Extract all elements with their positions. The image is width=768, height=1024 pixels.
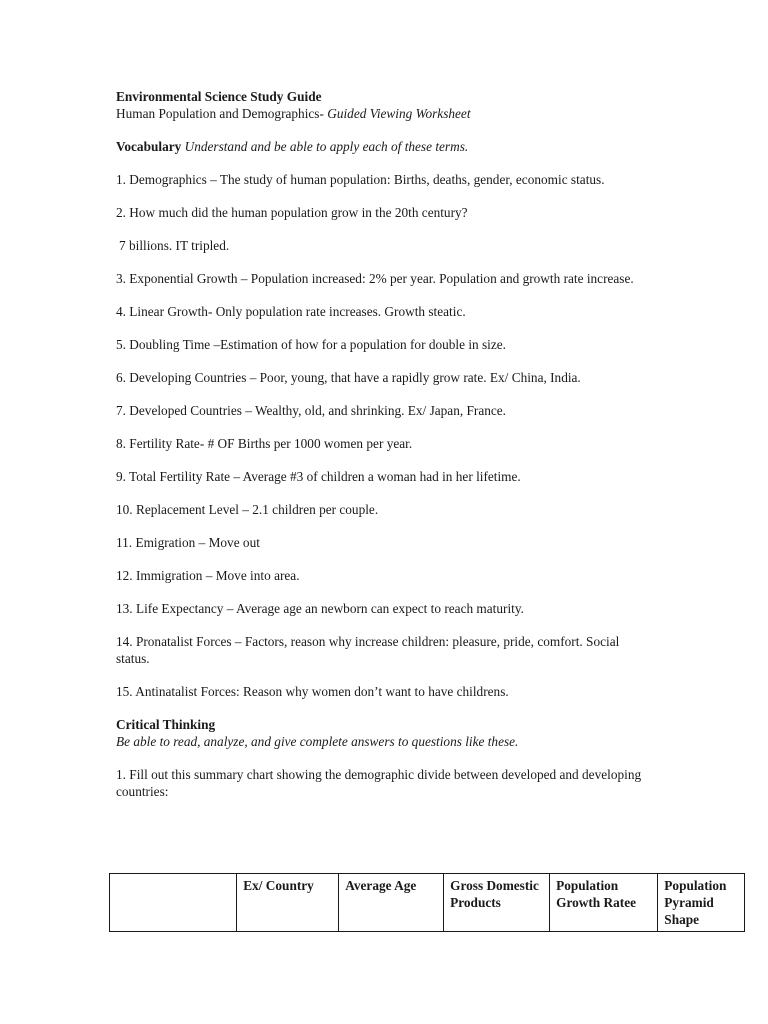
- vocab-item-immigration: 12. Immigration – Move into area.: [116, 568, 300, 583]
- vocab-item-developing-countries: 6. Developing Countries – Poor, young, that have a rapidly grow rate. Ex/ China, India.: [116, 370, 581, 385]
- vocab-item-doubling-time: 5. Doubling Time –Estimation of how for a population for double in size.: [116, 337, 507, 352]
- vocab-item-population-growth-question: 2. How much did the human population grow in the 20th century?: [116, 205, 468, 220]
- critical-thinking-instruction: Be able to read, analyze, and give complete answers to questions like these.: [116, 734, 519, 749]
- subtitle-plain: Human Population and Demographics-: [116, 106, 328, 121]
- table-header-row: [110, 874, 745, 932]
- vocab-item-demographics: 1. Demographics – The study of human population: Births, deaths, gender, economic status.: [116, 172, 605, 187]
- document-title: Environmental Science Study Guide: [116, 89, 322, 104]
- vocab-item-developed-countries: 7. Developed Countries – Wealthy, old, and shrinking. Ex/ Japan, France.: [116, 403, 506, 418]
- vocab-item-linear-growth: 4. Linear Growth- Only population rate increases. Growth steatic.: [116, 304, 466, 319]
- table-header-blank: [110, 874, 237, 932]
- table-header-growth-rate: Population Growth Ratee: [550, 874, 658, 932]
- study-guide-document: [116, 88, 656, 800]
- table-header-gdp: Gross Domestic Products: [444, 874, 550, 932]
- vocab-item-life-expectancy: 13. Life Expectancy – Average age an newborn can expect to reach maturity.: [116, 601, 524, 616]
- vocab-item-replacement-level: 10. Replacement Level – 2.1 children per couple.: [116, 502, 379, 517]
- vocab-item-exponential-growth: 3. Exponential Growth – Population increased: 2% per year. Population and growth rate increase.: [116, 271, 634, 286]
- vocabulary-header: [116, 138, 656, 155]
- vocab-item-fertility-rate: 8. Fertility Rate- # OF Births per 1000 women per year.: [116, 436, 413, 451]
- table-header-pyramid-shape: Population Pyramid Shape: [658, 874, 745, 932]
- vocab-item-emigration: 11. Emigration – Move out: [116, 535, 260, 550]
- critical-thinking-question: 1. Fill out this summary chart showing the demographic divide between developed and developing countries:: [116, 767, 642, 799]
- summary-chart-table: [109, 873, 745, 932]
- vocabulary-instruction: Understand and be able to apply each of these terms.: [181, 139, 469, 154]
- document-subtitle: [116, 105, 656, 122]
- vocabulary-heading: Vocabulary: [116, 139, 182, 154]
- vocab-item-antinatalist-forces: 15. Antinatalist Forces: Reason why women don’t want to have childrens.: [116, 684, 509, 699]
- table-header-average-age: Average Age: [339, 874, 444, 932]
- subtitle-italic: Guided Viewing Worksheet: [327, 106, 471, 121]
- vocab-item-total-fertility-rate: 9. Total Fertility Rate – Average #3 of children a woman had in her lifetime.: [116, 469, 521, 484]
- table-header-country: Ex/ Country: [237, 874, 339, 932]
- vocab-item-pronatalist-forces: 14. Pronatalist Forces – Factors, reason why increase children: pleasure, pride, comfort. Social status.: [116, 634, 620, 666]
- vocab-answer-population-growth: 7 billions. IT tripled.: [119, 238, 230, 253]
- critical-thinking-heading: Critical Thinking: [116, 717, 216, 732]
